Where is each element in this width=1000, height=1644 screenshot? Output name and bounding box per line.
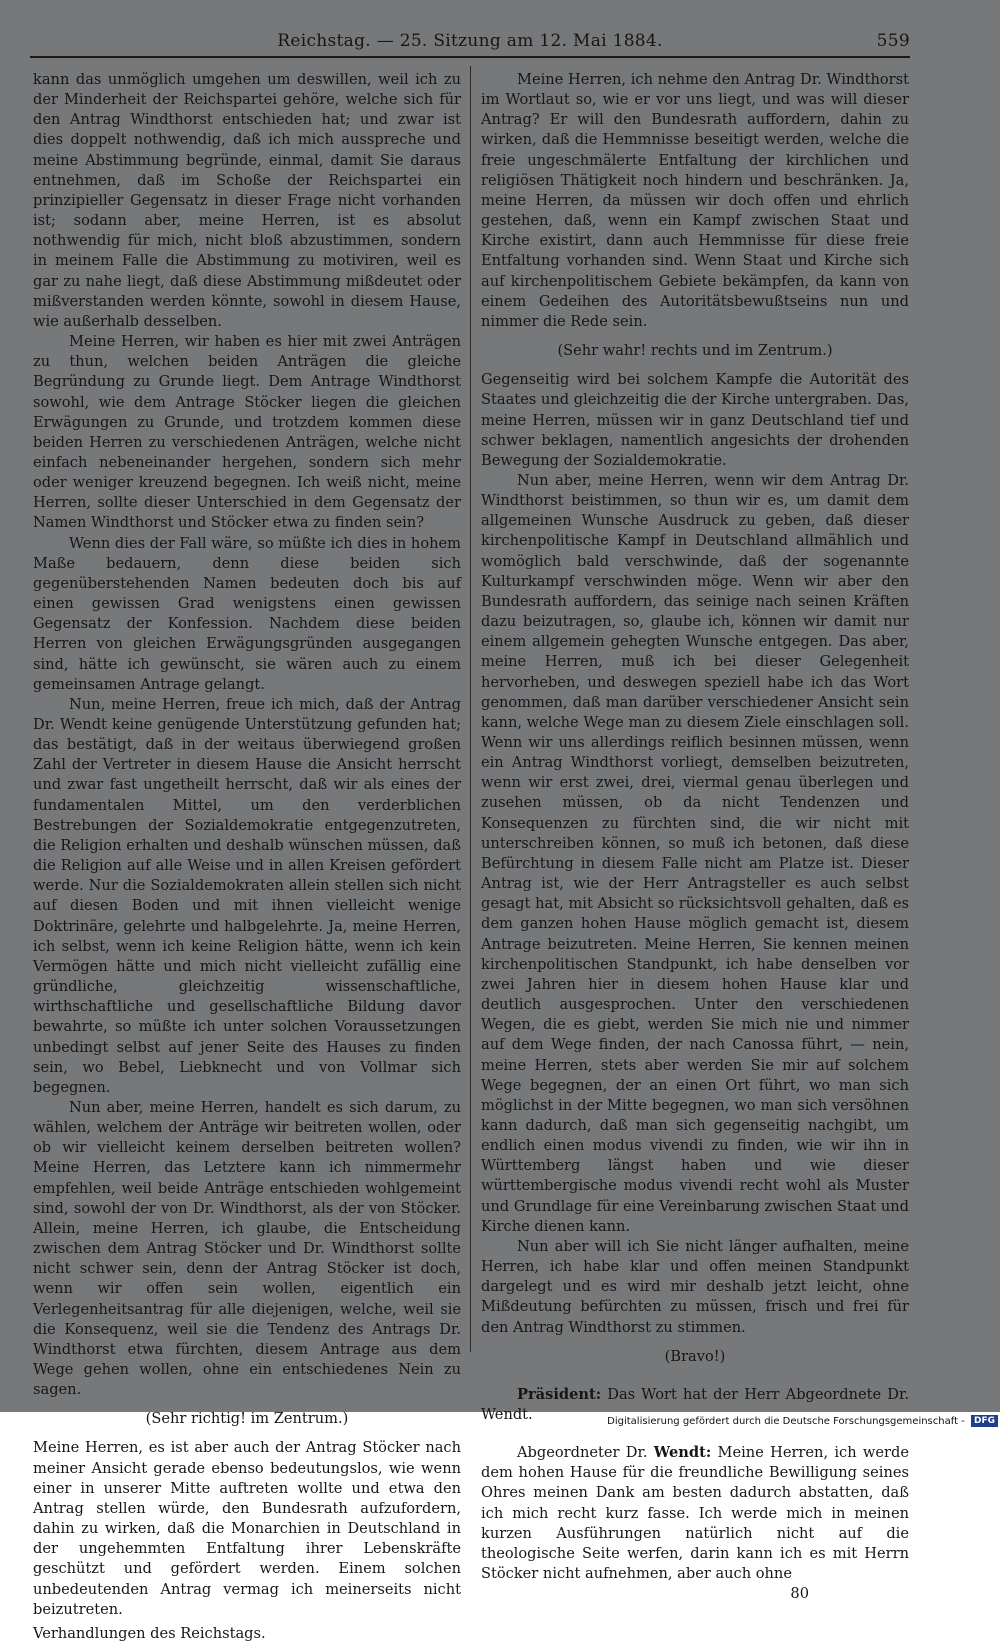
paragraph: Nun aber, meine Herren, wenn wir dem Antrag Dr. Windthorst beistimmen, so thun wir es, um damit dem allgemeinen Wunsche Ausdruck zu geben, daß dieser kirchenpolitische Kampf in Deutschland allmählich und womöglich bald verschwinde, daß der sogenannte Kulturkampf verschwinden möge. Wenn wir aber den Bundesrath auffordern, das seinige nach seinen Kräften dazu beizutragen, so, glaube ich, können wir damit nur einem allgemein gehegten Wunsche entgegen. Das aber, meine Herren, muß ich bei dieser Gelegenheit hervorheben, und deswegen speziell habe ich das Wort genommen, daß man darüber verschiedener Ansicht sein kann, welche Wege man zu diesem Ziele einschlagen soll. Wenn wir uns allerdings reiflich besinnen müssen, wenn ein Antrag Windthorst vorliegt, demselben beizutreten, wenn wir erst zwei, drei, viermal genau überlegen und zusehen müssen, ob da nicht Tendenzen und Konsequenzen zu fürchten sind, die wir nicht mit unterschreiben können, so muß ich betonen, daß diese Befürchtung in diesem Falle nicht am Platze ist. Dieser Antrag ist, wie der Herr Antragsteller es auch selbst gesagt hat, mit Absicht so rücksichtsvoll gehalten, daß es dem ganzen hohen Hause möglich gemacht ist, diesem Antrage beizutreten. Meine Herren, Sie kennen meinen kirchenpolitischen Standpunkt, ich habe denselben vor zwei Jahren hier in diesem hohen Hause klar und deutlich ausgesprochen. Unter den verschiedenen Wegen, die es giebt, werden Sie mich nie und nimmer auf dem Wege finden, der nach Canossa führt, — nein, meine Herren, stets aber werden Sie mir auf solchem Wege begegnen, der an einen Ort führt, wo man sich möglichst in der Mitte begegnen, wo man sich versöhnen kann dadurch, daß man sich gegenseitig nachgibt, um endlich einen modus vivendi zu finden, wie wir ihn in Württemberg längst haben und wie dieser württembergische modus vivendi recht wohl als Muster und Grundlage für eine Vereinbarung zwischen Staat und Kirche dienen kann.	[481, 471, 909, 1235]
paragraph: Nun aber will ich Sie nicht länger aufhalten, meine Herren, ich habe klar und offen meinen Standpunkt dargelegt und es wird mir deshalb jetzt leicht, ohne Mißdeutung befürchten zu müssen, frisch und frei für den Antrag Windthorst zu stimmen.	[481, 1237, 909, 1336]
paragraph: Nun, meine Herren, freue ich mich, daß der Antrag Dr. Wendt keine genügende Unterstützung gefunden hat; das bestätigt, daß in der weitaus überwiegend großen Zahl der Vertreter in diesem Hause die Ansicht herrscht und zwar fast ungetheilt herrscht, daß wir als eines der fundamentalen Mittel, um den verderblichen Bestrebungen der Sozialdemokratie entgegenzutreten, die Religion erhalten und deshalb wünschen müssen, daß die Religion auf alle Weise und in allen Kreisen gefördert werde. Nur die Sozialdemokraten allein stellen sich nicht auf diesen Boden und mit ihnen vielleicht wenige Doktrinäre, gelehrte und halbgelehrte. Ja, meine Herren, ich selbst, wenn ich keine Religion hätte, wenn ich kein Vermögen hätte und mich nicht vielleicht zufällig eine gründliche, gleichzeitig wissenschaftliche, wirthschaftliche und gesellschaftliche Bildung davor bewahrte, so müßte ich unter solchen Voraussetzungen unbedingt selbst auf jener Seite des Hauses zu finden sein, wo Bebel, Liebknecht und von Vollmar sich begegnen.	[33, 695, 461, 1096]
paragraph: Meine Herren, ich nehme den Antrag Dr. Windthorst im Wortlaut so, wie er vor uns liegt, und was will dieser Antrag? Er will den Bundesrath auffordern, dahin zu wirken, daß die Hemmnisse beseitigt werden, welche die freie ungeschmälerte Entfaltung der kirchlichen und religiösen Thätigkeit noch hindern und beschränken. Ja, meine Herren, da müssen wir doch offen und ehrlich gestehen, daß, wenn ein Kampf zwischen Staat und Kirche existirt, dann auch Hemmnisse für diese freie Entfaltung vorhanden sind. Wenn Staat und Kirche sich auf kirchenpolitischem Gebiete bekämpfen, da kann von einem Gedeihen des Autoritätsbewußtseins nun und nimmer die Rede sein.	[481, 71, 909, 330]
paragraph: Gegenseitig wird bei solchem Kampfe die Autorität des Staates und gleichzeitig die der Kirche untergraben. Das, meine Herren, müssen wir in ganz Deutschland tief und schwer beklagen, namentlich angesichts der drohenden Bewegung der Sozialdemokratie.	[481, 371, 909, 469]
left-column	[33, 70, 461, 1644]
digitization-credit	[600, 1415, 998, 1431]
publication-signature: Verhandlungen des Reichstags.	[33, 1624, 266, 1642]
page-number: 559	[876, 31, 910, 51]
paragraph: Meine Herren, wir haben es hier mit zwei Anträgen zu thun, welchen beiden Anträgen die gleiche Begründung zu Grunde liegt. Dem Antrage Windthorst sowohl, wie dem Antrage Stöcker liegen die gleichen Erwägungen zu Grunde, und trotzdem kommen diese beiden Herren zu verschiedenen Anträgen, welche nicht einfach nebeneinander hergehen, sondern sich mehr oder weniger kreuzend begegnen. Ich weiß nicht, meine Herren, sollte dieser Unterschied in dem Gegensatz der Namen Windthorst und Stöcker etwa zu finden sein?	[33, 333, 461, 532]
statement-text: Das Wort hat der Herr Abgeordnete Dr. Wendt.	[481, 1385, 909, 1423]
paragraph: Wenn dies der Fall wäre, so müßte ich dies in hohem Maße bedauern, denn diese beiden sich gegenüberstehenden Namen bedeuten doch bis auf einen gewissen Grad wenigstens einen gewissen Gegensatz der Konfession. Nachdem diese beiden Herren von gleichen Erwägungsgründen ausgegangen sind, hätte ich gewünscht, sie wären auch zu einem gemeinsamen Antrage gelangt.	[33, 534, 461, 693]
paragraph: Nun aber, meine Herren, handelt es sich darum, zu wählen, welchem der Anträge wir beitreten wollen, oder ob wir vielleicht keinem derselben beitreten wollen? Meine Herren, das Letztere kann ich nimmermehr empfehlen, weil beide Anträge entschieden wohlgemeint sind, sowohl der von Dr. Windthorst, als der von Stöcker. Allein, meine Herren, ich glaube, die Entscheidung zwischen dem Antrag Stöcker und Dr. Windthorst sollte nicht schwer sein, denn der Antrag Stöcker ist doch, wenn wir offen sein wollen, eigentlich ein Verlegenheitsantrag für alle diejenigen, welche, weil sie die Konsequenz, weil sie die Tendenz des Antrags Dr. Windthorst etwa fürchten, diesem Antrage aus dem Wege gehen wollen, ohne ein entschiedenes Nein zu sagen.	[33, 1098, 461, 1399]
dfg-logo: DFG	[971, 1415, 998, 1427]
running-header	[30, 31, 910, 53]
interjection: (Sehr wahr! rechts und im Zentrum.)	[557, 342, 833, 360]
header-title: Reichstag. — 25. Sitzung am 12. Mai 1884.	[277, 31, 663, 51]
speaker-label: Präsident:	[517, 1385, 602, 1403]
interjection: (Bravo!)	[664, 1347, 726, 1365]
credit-text: Digitalisierung gefördert durch die Deutsche Forschungsgemeinschaft -	[607, 1416, 965, 1427]
right-column	[481, 70, 909, 1604]
speech-paragraph	[481, 1443, 909, 1584]
paragraph: kann das unmöglich umgehen um deswillen, weil ich zu der Minderheit der Reichspartei gehöre, welche sich für den Antrag Windthorst entschieden hat; und zwar ist dies doppelt nothwendig, daß ich mich ausspreche und meine Abstimmung begründe, einmal, damit Sie daraus entnehmen, daß im Schoße der Reichspartei ein prinzipieller Gegensatz in dieser Frage nicht vorhanden ist; sodann aber, meine Herren, ist es absolut nothwendig für mich, nicht bloß abzustimmen, sondern in meinem Falle die Abstimmung zu motiviren, weil es gar zu nahe liegt, daß diese Abstimmung mißdeutet oder mißverstanden werden könnte, sowohl in diesem Hause, wie außerhalb desselben.	[33, 71, 461, 330]
paragraph: Meine Herren, es ist aber auch der Antrag Stöcker nach meiner Ansicht gerade ebenso bedeutungslos, wie wenn einer in unserer Mitte auftreten wollte und etwa den Antrag stellen würde, den Bundesrath aufzufordern, dahin zu wirken, daß die Monarchien in Deutschland in der ungehemmten Entfaltung ihrer Lebenskräfte geschützt und gefördert werden. Einem solchen unbedeutenden Antrag vermag ich meinerseits nicht beizutreten.	[33, 1439, 461, 1618]
speaker-name: Wendt:	[653, 1444, 712, 1462]
speaker-prefix: Abgeordneter Dr.	[517, 1444, 654, 1462]
column-divider	[470, 66, 471, 1352]
statement-text: Meine Herren, ich werde dem hohen Hause für die freundliche Bewilligung seines Ohres meinen Dank am besten dadurch abstatten, daß ich mich recht kurz fasse. Ich werde mich in meinen kurzen Ausführungen natürlich nicht auf die theologische Seite werfen, darin kann ich es mit Herrn Stöcker nicht aufnehmen, aber auch ohne	[481, 1444, 909, 1583]
header-rule	[30, 56, 910, 58]
sheet-number: 80	[790, 1585, 809, 1603]
interjection: (Sehr richtig! im Zentrum.)	[145, 1410, 349, 1428]
